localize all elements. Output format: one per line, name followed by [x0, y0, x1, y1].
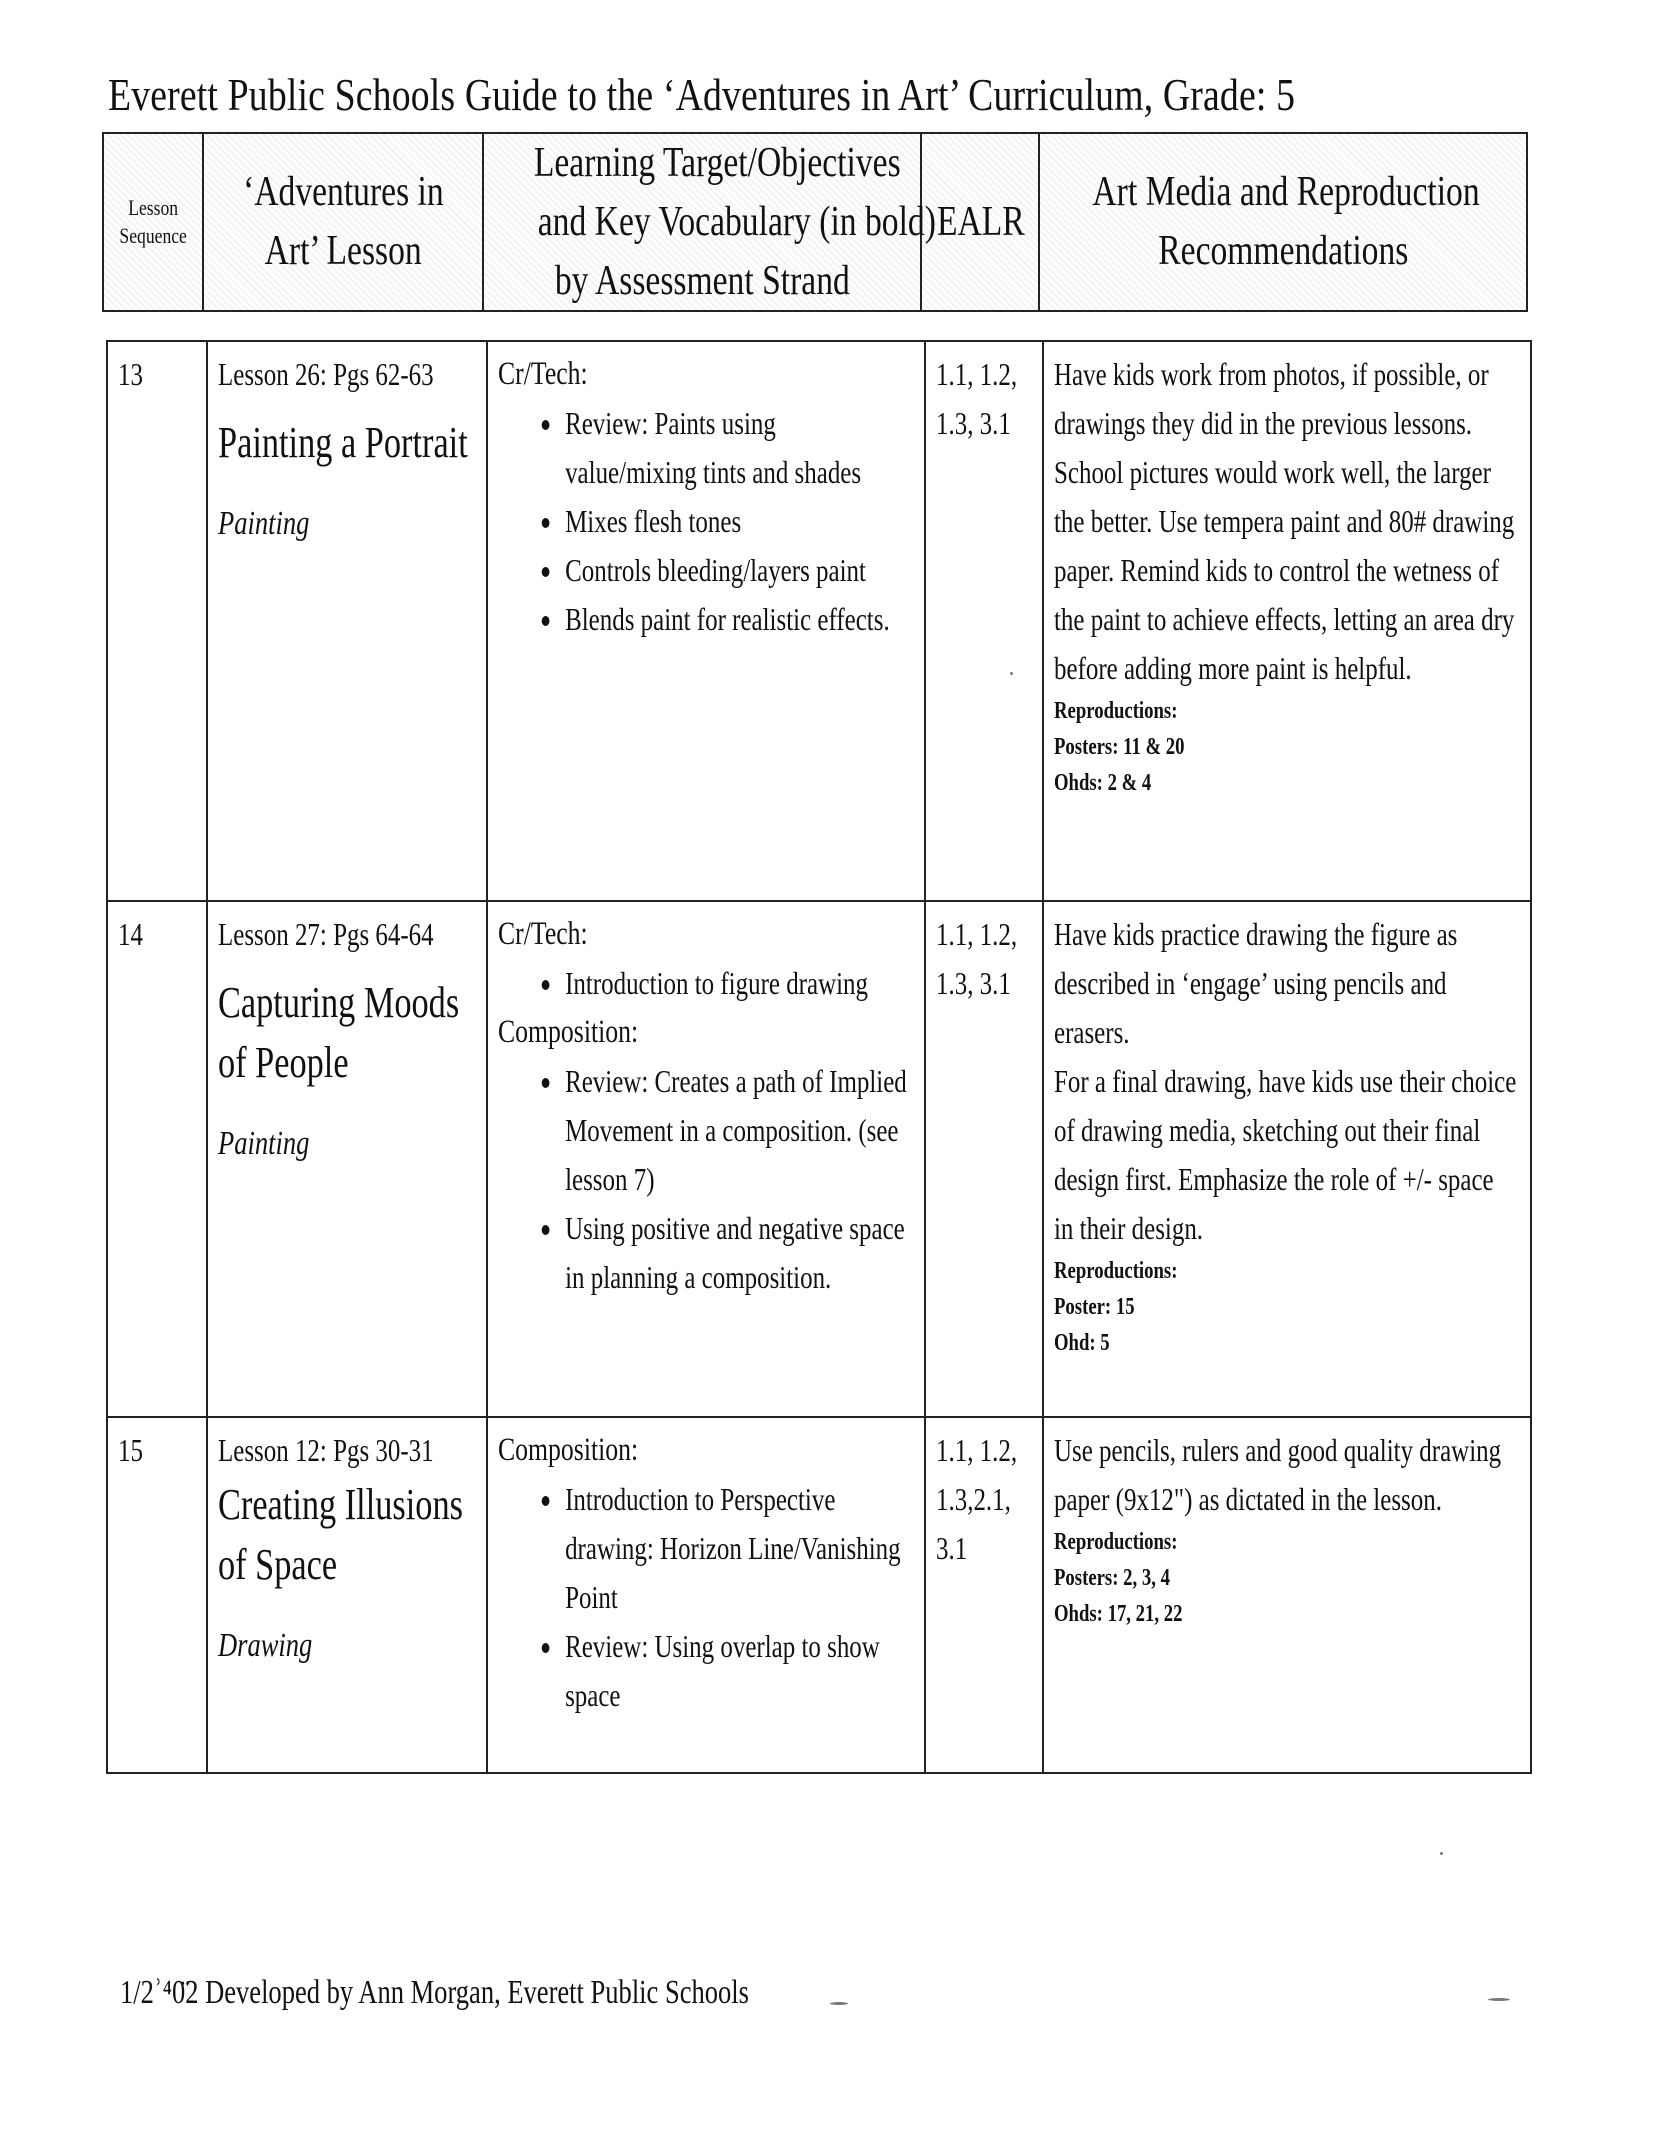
objectives-cell	[487, 1417, 925, 1773]
repro-posters: Posters: 11 & 20	[1054, 734, 1185, 760]
header-lesson-sequence: Lesson Sequence	[103, 133, 203, 311]
header-art-media: Art Media and Reproduction Recommendations	[1039, 133, 1527, 311]
header-learning-target: Learning Target/Objectives and Key Vocabulary (in bold) by Assessment Strand	[483, 133, 921, 311]
header-adventures-lesson: ‘Adventures in Art’ Lesson	[203, 133, 483, 311]
table-row	[107, 901, 1531, 1417]
objectives-cell	[487, 901, 925, 1417]
media-cell	[1043, 1417, 1531, 1773]
objective-item: • Controls bleeding/layers paint	[562, 546, 913, 595]
lesson-category: Drawing	[218, 1627, 313, 1664]
header-ealr: EALR	[921, 133, 1039, 311]
objectives-cell	[487, 341, 925, 901]
scan-speck	[1440, 1852, 1443, 1855]
objective-item: • Using positive and negative space in planning a composition.	[562, 1204, 913, 1302]
header-table	[102, 132, 1528, 312]
strand-label: Composition:	[498, 1014, 639, 1050]
lesson-sequence: 15	[107, 1417, 207, 1773]
lesson-category: Painting	[218, 1125, 310, 1162]
page-title: Everett Public Schools Guide to the ‘Adventures in Art’ Curriculum, Grade: 5	[108, 69, 1296, 120]
media-note: Use pencils, rulers and good quality drawing paper (9x12") as dictated in the lesson.	[1054, 1432, 1502, 1517]
lesson-cell	[207, 901, 487, 1417]
lessons-table	[106, 340, 1532, 1774]
objective-item: • Review: Paints using value/mixing tints and shades	[562, 399, 913, 497]
repro-label: Reproductions:	[1054, 1258, 1178, 1284]
strand-label: Composition:	[498, 1432, 639, 1468]
ealr-cell: 1.1, 1.2, 1.3,2.1, 3.1	[925, 1417, 1043, 1773]
scan-speck	[1010, 672, 1013, 675]
objective-item: • Review: Creates a path of Implied Movement in a composition. (see lesson 7)	[562, 1057, 913, 1204]
lesson-sequence: 14	[107, 901, 207, 1417]
repro-posters: Posters: 2, 3, 4	[1054, 1565, 1170, 1591]
lesson-sequence: 13	[107, 341, 207, 901]
objective-item: • Introduction to figure drawing	[562, 959, 913, 1008]
lesson-cell	[207, 1417, 487, 1773]
table-row	[107, 1417, 1531, 1773]
table-row	[107, 341, 1531, 901]
lesson-title: Painting a Portrait	[218, 418, 468, 467]
ealr-cell: 1.1, 1.2, 1.3, 3.1	[925, 901, 1043, 1417]
page-footer: 1/2ʾ⁴0̈2 Developed by Ann Morgan, Everett Public Schools	[120, 1974, 749, 2011]
repro-ohds: Ohds: 2 & 4	[1054, 770, 1152, 796]
ealr-cell: 1.1, 1.2, 1.3, 3.1	[925, 341, 1043, 901]
lesson-ref: Lesson 12: Pgs 30-31	[218, 1432, 434, 1468]
objective-item: • Review: Using overlap to show space	[562, 1622, 913, 1720]
repro-label: Reproductions:	[1054, 698, 1178, 724]
strand-label: Cr/Tech:	[498, 356, 588, 392]
scan-speck	[830, 2002, 848, 2005]
lesson-ref: Lesson 27: Pgs 64-64	[218, 916, 434, 952]
media-cell	[1043, 901, 1531, 1417]
media-note: Have kids practice drawing the figure as described in ‘engage’ using pencils and erasers.	[1054, 916, 1458, 1050]
media-cell	[1043, 341, 1531, 901]
lesson-ref: Lesson 26: Pgs 62-63	[218, 356, 434, 392]
media-note: Have kids work from photos, if possible, or drawings they did in the previous lessons. School pictures would work well, the larger the better. Use tempera paint and 80# drawing paper. Remind kids to control the wetness of the paint to achieve effects, letting an area dry before adding more paint is helpful.	[1054, 356, 1515, 686]
lesson-category: Painting	[218, 505, 310, 542]
lesson-title: Creating Illusions of Space	[218, 1480, 463, 1589]
repro-label: Reproductions:	[1054, 1529, 1178, 1555]
objective-item: • Blends paint for realistic effects.	[562, 595, 913, 644]
media-note: For a final drawing, have kids use their choice of drawing media, sketching out their final design first. Emphasize the role of +/- space in their design.	[1054, 1063, 1517, 1246]
scan-speck	[1488, 1998, 1510, 2001]
lesson-title: Capturing Moods of People	[218, 978, 460, 1087]
repro-ohds: Ohds: 17, 21, 22	[1054, 1601, 1183, 1627]
strand-label: Cr/Tech:	[498, 916, 588, 952]
lesson-cell	[207, 341, 487, 901]
objective-item: • Mixes flesh tones	[562, 497, 913, 546]
objective-item: • Introduction to Perspective drawing: Horizon Line/Vanishing Point	[562, 1475, 913, 1622]
repro-posters: Poster: 15	[1054, 1294, 1135, 1320]
repro-ohds: Ohd: 5	[1054, 1330, 1110, 1356]
